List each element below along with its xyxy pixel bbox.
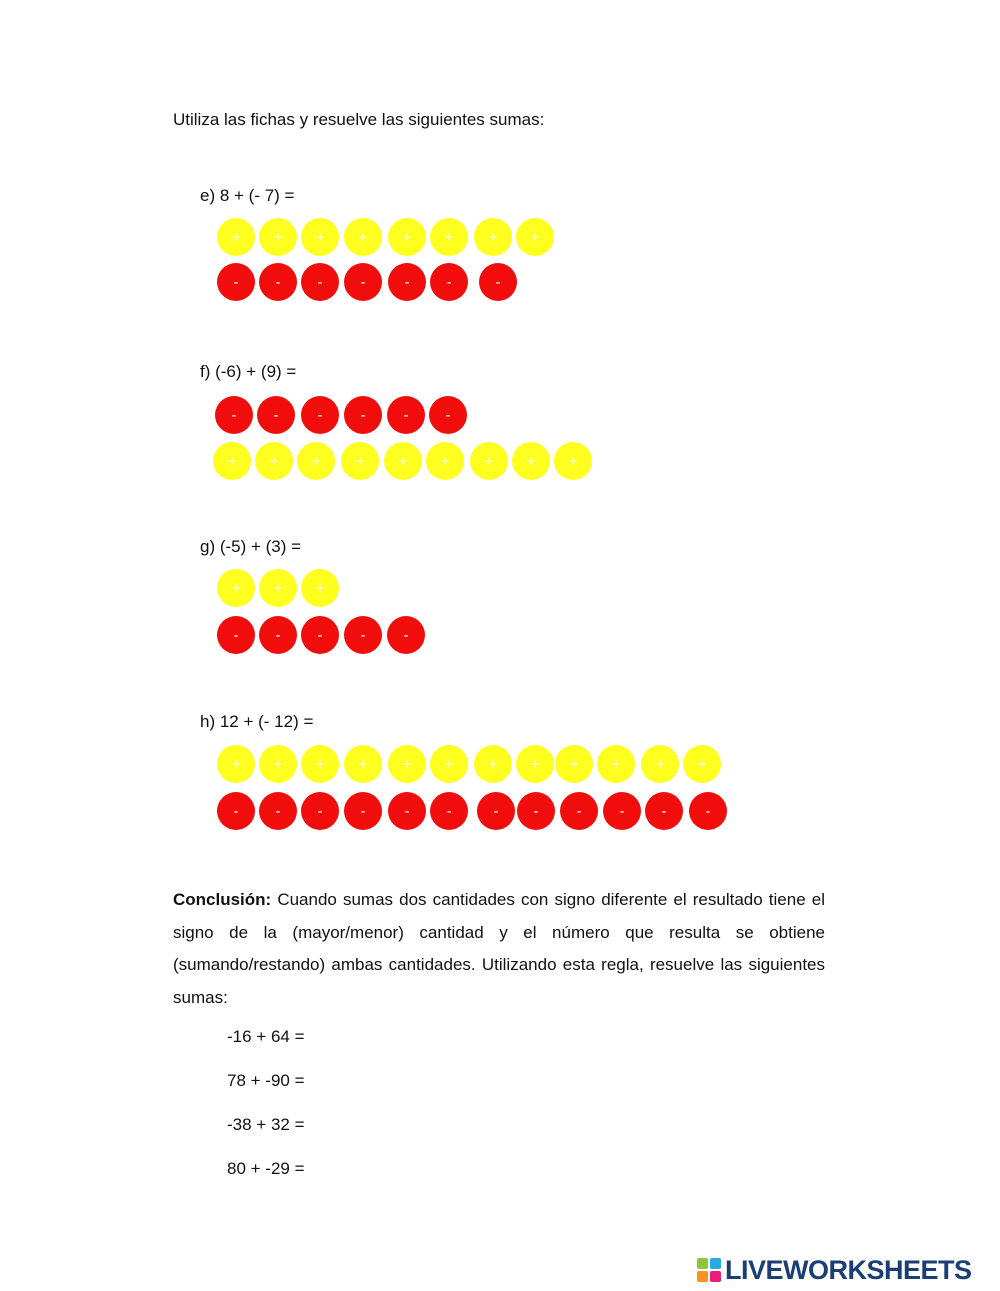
negative-chip: - xyxy=(388,792,426,830)
negative-chip: - xyxy=(259,263,297,301)
negative-chip: - xyxy=(388,263,426,301)
positive-chip: + xyxy=(259,218,297,256)
logo-text: LIVEWORKSHEETS xyxy=(725,1254,972,1285)
positive-chip: + xyxy=(641,745,679,783)
positive-chip: + xyxy=(474,745,512,783)
positive-chip: + xyxy=(341,442,379,480)
positive-chip: + xyxy=(384,442,422,480)
liveworksheets-logo-icon xyxy=(697,1258,721,1282)
positive-chip: + xyxy=(259,569,297,607)
negative-chip: - xyxy=(217,616,255,654)
problem-g-label: g) (-5) + (3) = xyxy=(200,537,302,556)
positive-chip: + xyxy=(217,218,255,256)
negative-chip: - xyxy=(689,792,727,830)
exercise-4: 80 + -29 = xyxy=(227,1159,305,1178)
negative-chip: - xyxy=(479,263,517,301)
positive-chip: + xyxy=(217,569,255,607)
negative-chip: - xyxy=(217,263,255,301)
negative-chip: - xyxy=(603,792,641,830)
negative-chip: - xyxy=(387,616,425,654)
positive-chip: + xyxy=(426,442,464,480)
conclusion-paragraph xyxy=(173,884,825,1014)
liveworksheets-logo[interactable] xyxy=(697,1255,972,1285)
positive-chip: + xyxy=(470,442,508,480)
negative-chip: - xyxy=(344,792,382,830)
positive-chip: + xyxy=(344,218,382,256)
positive-chip: + xyxy=(430,745,468,783)
negative-chip: - xyxy=(430,263,468,301)
positive-chip: + xyxy=(388,745,426,783)
positive-chip: + xyxy=(217,745,255,783)
negative-chip: - xyxy=(257,396,295,434)
negative-chip: - xyxy=(645,792,683,830)
positive-chip: + xyxy=(388,218,426,256)
positive-chip: + xyxy=(512,442,550,480)
negative-chip: - xyxy=(429,396,467,434)
positive-chip: + xyxy=(683,745,721,783)
positive-chip: + xyxy=(430,218,468,256)
negative-chip: - xyxy=(344,263,382,301)
negative-chip: - xyxy=(259,792,297,830)
negative-chip: - xyxy=(217,792,255,830)
negative-chip: - xyxy=(477,792,515,830)
conclusion-heading: Conclusión: xyxy=(173,890,272,909)
negative-chip: - xyxy=(301,792,339,830)
negative-chip: - xyxy=(387,396,425,434)
positive-chip: + xyxy=(474,218,512,256)
exercise-1: -16 + 64 = xyxy=(227,1027,305,1046)
positive-chip: + xyxy=(597,745,635,783)
negative-chip: - xyxy=(560,792,598,830)
negative-chip: - xyxy=(517,792,555,830)
negative-chip: - xyxy=(301,616,339,654)
intro-text: Utiliza las fichas y resuelve las siguientes sumas: xyxy=(173,110,545,129)
positive-chip: + xyxy=(554,442,592,480)
positive-chip: + xyxy=(213,442,251,480)
negative-chip: - xyxy=(259,616,297,654)
positive-chip: + xyxy=(301,745,339,783)
positive-chip: + xyxy=(301,218,339,256)
positive-chip: + xyxy=(259,745,297,783)
positive-chip: + xyxy=(255,442,293,480)
exercise-3: -38 + 32 = xyxy=(227,1115,305,1134)
negative-chip: - xyxy=(344,616,382,654)
negative-chip: - xyxy=(301,396,339,434)
positive-chip: + xyxy=(344,745,382,783)
problem-e-label: e) 8 + (- 7) = xyxy=(200,186,295,205)
negative-chip: - xyxy=(344,396,382,434)
negative-chip: - xyxy=(301,263,339,301)
negative-chip: - xyxy=(430,792,468,830)
positive-chip: + xyxy=(301,569,339,607)
positive-chip: + xyxy=(297,442,335,480)
problem-f-label: f) (-6) + (9) = xyxy=(200,362,297,381)
exercise-2: 78 + -90 = xyxy=(227,1071,305,1090)
negative-chip: - xyxy=(215,396,253,434)
positive-chip: + xyxy=(516,745,554,783)
conclusion-text: Cuando sumas dos cantidades con signo diferente el resultado tiene el signo de la (mayor/menor) cantidad y el número que resulta se obtiene (sumando/restando) ambas cantidades. Utilizando esta regla, resuelve las siguientes sumas: xyxy=(173,890,825,1007)
positive-chip: + xyxy=(516,218,554,256)
problem-h-label: h) 12 + (- 12) = xyxy=(200,712,314,731)
positive-chip: + xyxy=(555,745,593,783)
